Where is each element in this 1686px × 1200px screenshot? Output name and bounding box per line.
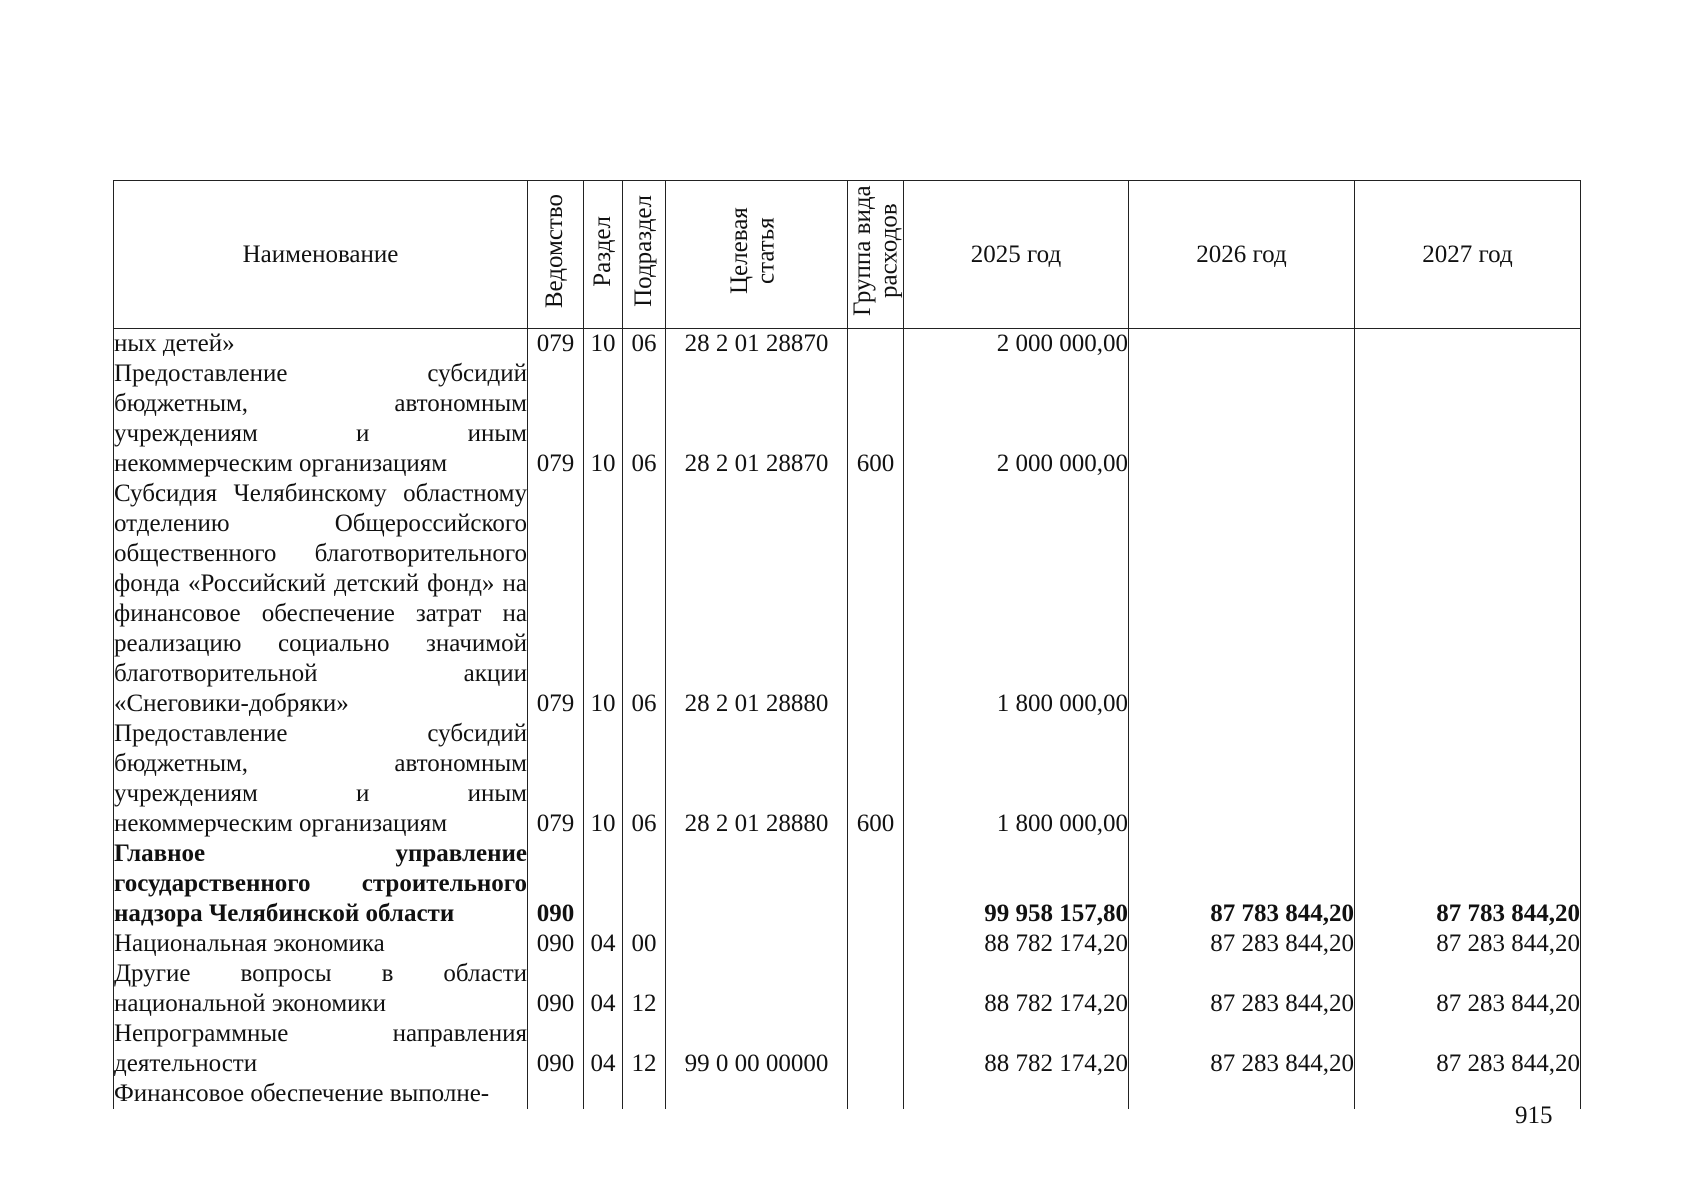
header-2026: 2026 год bbox=[1129, 181, 1355, 329]
cell-subsection: 12 bbox=[623, 959, 666, 1019]
cell-subsection: 06 bbox=[623, 359, 666, 479]
cell-2026 bbox=[1129, 329, 1355, 360]
table-row bbox=[114, 959, 1581, 1019]
cell-2025: 2 000 000,00 bbox=[904, 329, 1129, 360]
header-department: Ведомство bbox=[528, 181, 584, 329]
cell-2026: 87 283 844,20 bbox=[1129, 959, 1355, 1019]
cell-section: 10 bbox=[584, 329, 623, 360]
cell-expense-group bbox=[848, 959, 904, 1019]
cell-expense-group bbox=[848, 329, 904, 360]
cell-target-article: 28 2 01 28870 bbox=[666, 329, 848, 360]
cell-2026 bbox=[1129, 479, 1355, 719]
cell-subsection bbox=[623, 1079, 666, 1109]
cell-department: 090 bbox=[528, 839, 584, 929]
cell-2026: 87 283 844,20 bbox=[1129, 1019, 1355, 1079]
cell-section bbox=[584, 1079, 623, 1109]
cell-section: 10 bbox=[584, 719, 623, 839]
cell-2025: 88 782 174,20 bbox=[904, 929, 1129, 959]
cell-2025: 88 782 174,20 bbox=[904, 959, 1129, 1019]
cell-2025: 2 000 000,00 bbox=[904, 359, 1129, 479]
cell-department: 079 bbox=[528, 719, 584, 839]
cell-section: 04 bbox=[584, 929, 623, 959]
cell-2026: 87 283 844,20 bbox=[1129, 929, 1355, 959]
table-body bbox=[114, 329, 1581, 1110]
cell-target-article: 28 2 01 28880 bbox=[666, 719, 848, 839]
cell-expense-group: 600 bbox=[848, 359, 904, 479]
cell-section bbox=[584, 839, 623, 929]
cell-expense-group bbox=[848, 839, 904, 929]
table-row bbox=[114, 719, 1581, 839]
page-number: 915 bbox=[1515, 1102, 1553, 1129]
cell-subsection bbox=[623, 839, 666, 929]
cell-2026 bbox=[1129, 719, 1355, 839]
cell-target-article: 28 2 01 28880 bbox=[666, 479, 848, 719]
header-expense-group: Группа вида расходов bbox=[848, 181, 904, 329]
table-row bbox=[114, 329, 1581, 360]
cell-name: Главное управление государственного строительного надзора Челябинской области bbox=[114, 840, 527, 927]
cell-2025: 1 800 000,00 bbox=[904, 479, 1129, 719]
header-2025: 2025 год bbox=[904, 181, 1129, 329]
cell-2027: 87 783 844,20 bbox=[1355, 839, 1581, 929]
table-row bbox=[114, 479, 1581, 719]
cell-subsection: 12 bbox=[623, 1019, 666, 1079]
cell-2025 bbox=[904, 1079, 1129, 1109]
cell-2026 bbox=[1129, 359, 1355, 479]
cell-2027: 87 283 844,20 bbox=[1355, 929, 1581, 959]
cell-2027: 87 283 844,20 bbox=[1355, 959, 1581, 1019]
cell-2026 bbox=[1129, 1079, 1355, 1109]
cell-section: 04 bbox=[584, 1019, 623, 1079]
table-header bbox=[114, 181, 1581, 329]
cell-department: 090 bbox=[528, 959, 584, 1019]
table-row bbox=[114, 1019, 1581, 1079]
cell-department bbox=[528, 1079, 584, 1109]
cell-target-article bbox=[666, 959, 848, 1019]
table-row bbox=[114, 1079, 1581, 1109]
table-row bbox=[114, 929, 1581, 959]
header-subsection: Подраздел bbox=[623, 181, 666, 329]
header-name: Наименование bbox=[114, 181, 528, 329]
cell-2025: 99 958 157,80 bbox=[904, 839, 1129, 929]
cell-expense-group: 600 bbox=[848, 719, 904, 839]
cell-name: Финансовое обеспечение выполне- bbox=[114, 1079, 528, 1109]
header-2027: 2027 год bbox=[1355, 181, 1581, 329]
cell-section: 10 bbox=[584, 479, 623, 719]
cell-expense-group bbox=[848, 479, 904, 719]
cell-expense-group bbox=[848, 1079, 904, 1109]
cell-expense-group bbox=[848, 929, 904, 959]
cell-2027 bbox=[1355, 329, 1581, 360]
cell-department: 079 bbox=[528, 479, 584, 719]
cell-target-article bbox=[666, 1079, 848, 1109]
cell-subsection: 06 bbox=[623, 719, 666, 839]
cell-2025: 1 800 000,00 bbox=[904, 719, 1129, 839]
cell-name: Непрограммные направления деятельности bbox=[114, 1020, 527, 1077]
cell-department: 090 bbox=[528, 1019, 584, 1079]
header-section: Раздел bbox=[584, 181, 623, 329]
cell-name: Предоставление субсидий бюджетным, автономным учреждениям и иным некоммерческим организациям bbox=[114, 720, 527, 837]
cell-department: 090 bbox=[528, 929, 584, 959]
cell-section: 04 bbox=[584, 959, 623, 1019]
cell-department: 079 bbox=[528, 359, 584, 479]
cell-name: Субсидия Челябинскому областному отделению Общероссийского общественного благотворительного фонда «Российский детский фонд» на финансовое обеспечение затрат на реализацию социально значимой благотворительной акции «Снеговики-добряки» bbox=[114, 480, 527, 717]
cell-target-article bbox=[666, 839, 848, 929]
cell-2026: 87 783 844,20 bbox=[1129, 839, 1355, 929]
cell-department: 079 bbox=[528, 329, 584, 360]
cell-expense-group bbox=[848, 1019, 904, 1079]
cell-target-article: 99 0 00 00000 bbox=[666, 1019, 848, 1079]
cell-name: Национальная экономика bbox=[114, 929, 528, 959]
cell-name: Предоставление субсидий бюджетным, автономным учреждениям и иным некоммерческим организациям bbox=[114, 360, 527, 477]
cell-name: ных детей» bbox=[114, 329, 528, 360]
cell-section: 10 bbox=[584, 359, 623, 479]
cell-target-article bbox=[666, 929, 848, 959]
cell-subsection: 00 bbox=[623, 929, 666, 959]
cell-subsection: 06 bbox=[623, 329, 666, 360]
budget-table bbox=[113, 180, 1581, 1109]
cell-subsection: 06 bbox=[623, 479, 666, 719]
table-row bbox=[114, 359, 1581, 479]
cell-2027: 87 283 844,20 bbox=[1355, 1019, 1581, 1079]
cell-2025: 88 782 174,20 bbox=[904, 1019, 1129, 1079]
cell-target-article: 28 2 01 28870 bbox=[666, 359, 848, 479]
table-row bbox=[114, 839, 1581, 929]
cell-2027 bbox=[1355, 359, 1581, 479]
cell-2027 bbox=[1355, 719, 1581, 839]
cell-name: Другие вопросы в области национальной экономики bbox=[114, 960, 527, 1017]
cell-2027 bbox=[1355, 479, 1581, 719]
header-target-article: Целевая статья bbox=[666, 181, 848, 329]
